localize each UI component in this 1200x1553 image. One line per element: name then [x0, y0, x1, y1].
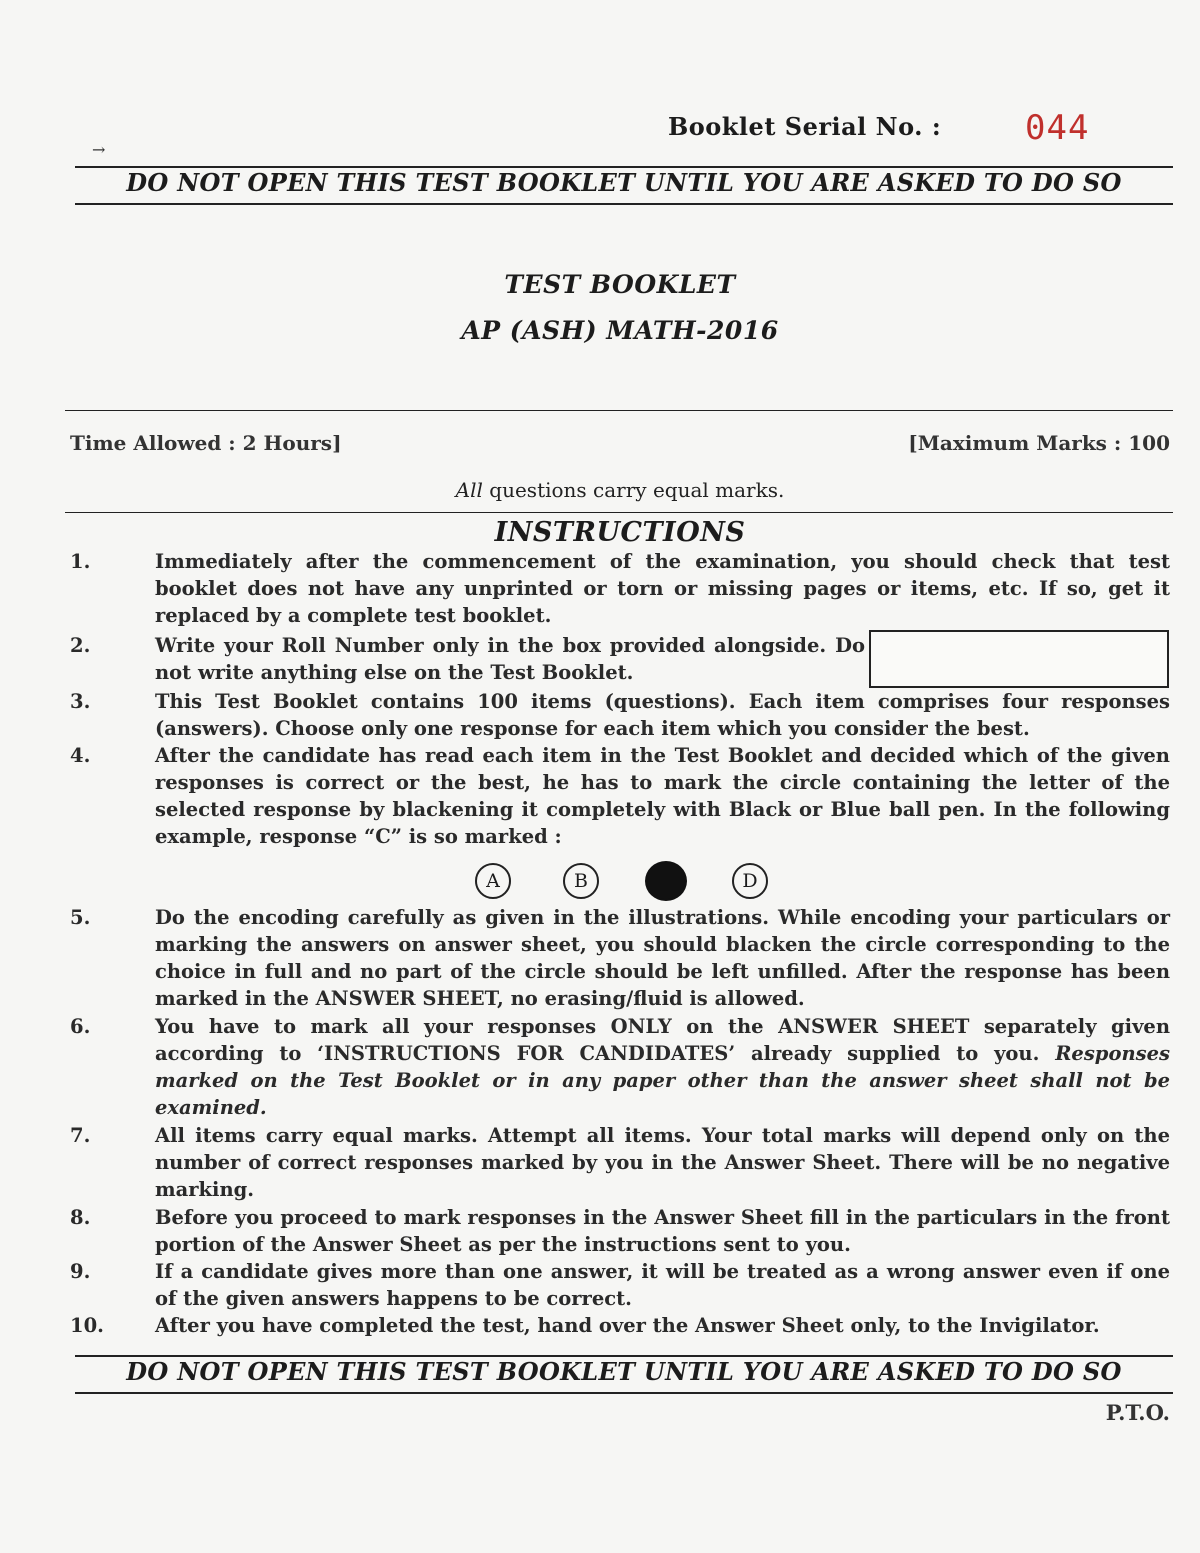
- item-number: 4.: [70, 744, 91, 767]
- item-text: Write your Roll Number only in the box provided alongside. Do not write anything else on the Test Booklet.: [155, 634, 865, 684]
- exam-title: AP (ASH) MATH-2016: [461, 316, 779, 345]
- pen-mark: →: [92, 140, 106, 159]
- divider: [65, 410, 1173, 411]
- item-text: Before you proceed to mark responses in the Answer Sheet fill in the particulars in the front portion of the Answer Sheet as per the instructions sent to you.: [155, 1206, 1170, 1256]
- bubble-d: D: [732, 863, 768, 899]
- instructions-heading: INSTRUCTIONS: [494, 517, 746, 548]
- divider: [75, 203, 1173, 205]
- bubble-c-filled: [645, 861, 687, 901]
- bottom-warning-banner: DO NOT OPEN THIS TEST BOOKLET UNTIL YOU ARE ASKED TO DO SO: [126, 1357, 1122, 1386]
- item-number: 10.: [70, 1314, 104, 1337]
- item-number: 7.: [70, 1124, 91, 1147]
- roll-number-box[interactable]: [869, 630, 1169, 688]
- equal-marks-prefix: All: [455, 478, 483, 502]
- bubble-a: A: [475, 863, 511, 899]
- item-number: 1.: [70, 550, 91, 573]
- item-text: Immediately after the commencement of the examination, you should check that test booklet does not have any unprinted or torn or missing pages or items, etc. If so, get it replaced by a complete test booklet.: [155, 550, 1170, 627]
- item-text: After you have completed the test, hand over the Answer Sheet only, to the Invigilator.: [155, 1314, 1100, 1337]
- booklet-serial-label: Booklet Serial No. :: [668, 112, 942, 141]
- item-text-italic: Responses marked on the Test Booklet or in any paper other than the answer sheet shall not be examined.: [155, 1042, 1170, 1119]
- equal-marks-text: questions carry equal marks.: [482, 478, 785, 502]
- booklet-title: TEST BOOKLET: [504, 270, 736, 299]
- item-number: 2.: [70, 634, 91, 657]
- item-text: If a candidate gives more than one answer, it will be treated as a wrong answer even if one of the given answers happens to be correct.: [155, 1260, 1170, 1310]
- divider: [75, 1392, 1173, 1394]
- please-turn-over: P.T.O.: [1105, 1400, 1170, 1425]
- top-warning-banner: DO NOT OPEN THIS TEST BOOKLET UNTIL YOU ARE ASKED TO DO SO: [126, 168, 1122, 197]
- booklet-serial-number: 044: [1025, 108, 1090, 148]
- item-number: 6.: [70, 1015, 91, 1038]
- item-number: 3.: [70, 690, 91, 713]
- item-number: 8.: [70, 1206, 91, 1229]
- item-number: 9.: [70, 1260, 91, 1283]
- item-text: [155, 1013, 1170, 1121]
- divider: [65, 512, 1173, 513]
- equal-marks-note: [0, 478, 1200, 502]
- item-text-plain: You have to mark all your responses ONLY on the ANSWER SHEET separately given according to ‘INSTRUCTIONS FOR CANDIDATES’ already supplied to you.: [155, 1015, 1170, 1065]
- bubble-b: B: [563, 863, 599, 899]
- item-number: 5.: [70, 906, 91, 929]
- item-text: All items carry equal marks. Attempt all items. Your total marks will depend only on the number of correct responses marked by you in the Answer Sheet. There will be no negative marking.: [155, 1124, 1170, 1201]
- item-text: This Test Booklet contains 100 items (questions). Each item comprises four responses (answers). Choose only one response for each item which you consider the best.: [155, 690, 1170, 740]
- time-allowed: Time Allowed : 2 Hours]: [70, 431, 342, 455]
- maximum-marks: [Maximum Marks : 100: [908, 431, 1170, 455]
- item-text: Do the encoding carefully as given in the illustrations. While encoding your particulars or marking the answers on answer sheet, you should blacken the circle corresponding to the choice in full and no part of the circle should be left unfilled. After the response has been marked in the ANSWER SHEET, no erasing/fluid is allowed.: [155, 906, 1170, 1010]
- item-text: After the candidate has read each item in the Test Booklet and decided which of the given responses is correct or the best, he has to mark the circle containing the letter of the selected response by blackening it completely with Black or Blue ball pen. In the following example, response “C” is so marked :: [155, 744, 1170, 848]
